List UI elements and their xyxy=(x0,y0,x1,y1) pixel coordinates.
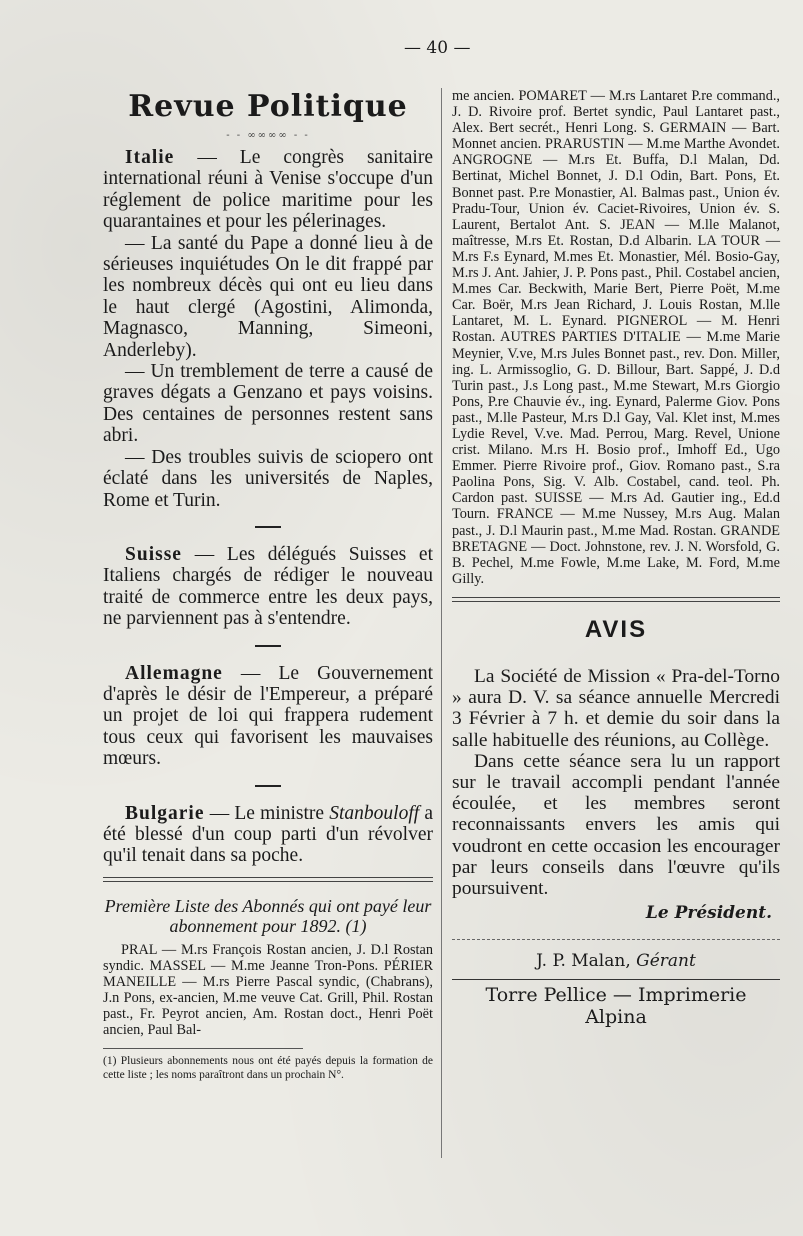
subscribers-list-title: Première Liste des Abonnés qui ont payé leur abonnement pour 1892. (1) xyxy=(104,895,432,936)
avis-paragraph-2: Dans cette séance sera lu un rapport sur le travail accompli pendant l'année écoulée, et les membres seront reconnaissants envers les amis qui voudront en cette occasion les encourager par leurs conseils dans l'œuvre qu'ils poursuivent. xyxy=(452,750,780,899)
allemagne-text: — Le Gouvernement d'après le désir de l'Empereur, a préparé un projet de loi qui frappera rudement tous ceux qui favorisent les mauvaises mœurs. xyxy=(103,662,433,770)
bulgarie-text-a: — Le ministre xyxy=(209,802,330,824)
gerant-line xyxy=(452,951,780,971)
footnote-text: (1) Plusieurs abonnements nous ont été payés depuis la formation de cette liste ; les noms paraîtront dans un prochain N°. xyxy=(103,1055,433,1081)
allemagne-paragraph xyxy=(103,663,433,770)
gerant-role: Gérant xyxy=(636,951,696,972)
dotted-separator xyxy=(452,939,780,941)
left-column xyxy=(103,90,433,1082)
bulgarie-paragraph xyxy=(103,803,433,867)
horizontal-rule xyxy=(103,877,433,882)
bulgarie-heading: Bulgarie xyxy=(125,802,205,824)
italie-heading: Italie xyxy=(125,147,175,168)
suisse-heading: Suisse xyxy=(125,543,182,565)
italie-text-1: — Le congrès sanitaire international réuni à Venise s'occupe d'un réglement de police maritime pour les quarantaines et pour les pélerinages. xyxy=(103,147,434,233)
section-title: Revue Politique xyxy=(128,89,408,124)
column-divider xyxy=(441,88,442,1158)
title-ornament: - - ∞∞∞∞ - - xyxy=(226,130,310,141)
italie-paragraph-2: — La santé du Pape a donné lieu à de sérieuses inquiétudes On le dit frappé par les nombreux décès qui ont eu lieu dans le haut clergé (Agostini, Alimonda, Magnasco, Manning, Simeoni, Anderleby). xyxy=(103,232,433,361)
section-separator xyxy=(255,785,281,787)
section-separator xyxy=(255,645,281,647)
suisse-paragraph xyxy=(103,544,433,630)
printer-line: Torre Pellice — Imprimerie Alpina xyxy=(452,979,780,1028)
suisse-text: — Les délégués Suisses et Italiens chargés de rédiger le nouveau traité de commerce entre les deux pays, ne parviennent pas à s'entendre. xyxy=(103,543,433,630)
horizontal-rule xyxy=(452,597,780,602)
right-column xyxy=(452,88,780,1028)
subscribers-list-continued: me ancien. POMARET — M.rs Lantaret P.re command., J. D. Rivoire prof. Bertet syndic, Paul Lantaret past., Alex. Bert secrét., Henri Long. S. GERMAIN — Bart. Monnet ancien. PRARUSTIN — M.me Marthe Avondet. ANGROGNE — M.rs Et. Buffa, D.l Malan, Dd. Bertinat, Michel Bonnet, J. D.l Odin, Bart. Pons, Et. Bonnet past. P.re Monastier, Al. Balmas past., Union év. Pradu-Tour, Union év. Caciet-Rivoires, Union év. S. Laurent, Bertalot Ant. S. JEAN — M.lle Malanot, maîtresse, M.rs Et. Rostan, D.d Albarin. LA TOUR — M.rs F.s Eynard, M.mes Et. Monastier, Mél. Bosio-Gay, M.rs J. Ant. Jahier, J. P. Pons past., Phil. Costabel ancien, M.mes Car. Beckwith, Marie Bert, Pierre Poët, M.me Car. Boër, M.rs Jean Richard, J. Louis Rostan, M.lle Lantaret, M. L. Eynard. PIGNEROL — M. Henri Rostan. AUTRES PARTIES D'ITALIE — M.me Marie Meynier, V.ve, M.rs Jules Bonnet past., rev. Don. Miller, ing. L. Armissoglio, G. D. Billour, Bart. Sappé, J. D.d Turin past., J.s Long past., M.me Stewart, M.rs Giorgio Pons, P.re Chauvie év., ing. Eynard, Palerme Giov. Pons past., M.lle Pasteur, M.rs D.l Gay, Val. Klet inst, M.mes Lydie Revel, V.ve. Mad. Perrou, Marg. Revel, Unione crist. Milano. M.rs H. Bosio prof., Imhoff Ed., Ugo Emmer. Pierre Rivoire prof., Giov. Romano past., S.ra Paolina Pons, Sig. V. Alb. Costabel, cand. teol. Ph. Cardon past. SUISSE — M.rs Ad. Gautier ing., Ed.d Tourn. FRANCE — M.me Nussey, M.rs Aug. Malan past., J. D.l Maurin past., M.me Mad. Rostan. GRANDE BRETAGNE — Doct. Johnstone, rev. J. N. Worsfold, G. B. Pechel, M.me Fowle, M.me Lake, M. Ford, M.me Gilly. xyxy=(452,88,780,587)
page-number: — 40 — xyxy=(404,38,471,58)
italie-paragraph-4: — Des troubles suivis de sciopero ont éclaté dans les universités de Naples, Rome et Turin. xyxy=(103,446,433,511)
signature: Le Président. xyxy=(645,903,772,924)
bulgarie-name: Stanbouloff xyxy=(329,802,420,824)
bulgarie-text-b: a été blessé d'un coup parti d'un révolver qu'il tenait dans sa poche. xyxy=(103,802,433,867)
subscribers-list-text: PRAL — M.rs François Rostan ancien, J. D.l Rostan syndic. MASSEL — M.me Jeanne Tron-Pons. PÉRIER MANEILLE — M.rs Pierre Pascal syndic, (Chabrans), J.n Pons, ex-ancien, M.me veuve Cat. Grill, Phil. Rostan past., Fr. Peyrot ancien, Am. Rostan doct., Henri Poët ancien, Paul Bal- xyxy=(103,941,433,1039)
footnote xyxy=(103,1048,433,1082)
avis-title: AVIS xyxy=(584,615,648,643)
allemagne-heading: Allemagne xyxy=(125,662,223,684)
italie-paragraph-3: — Un tremblement de terre a causé de graves dégats a Genzano et pays voisins. Des centaines de personnes restent sans abri. xyxy=(103,361,433,447)
section-separator xyxy=(255,526,281,528)
gerant-name: J. P. Malan, xyxy=(536,951,631,972)
italie-paragraph-1 xyxy=(103,147,433,233)
avis-paragraph-1: La Société de Mission « Pra-del-Torno » aura D. V. sa séance annuelle Mercredi 3 Février à 7 h. et demie du soir dans la salle habituelle des réunions, au Collège. xyxy=(452,665,780,751)
